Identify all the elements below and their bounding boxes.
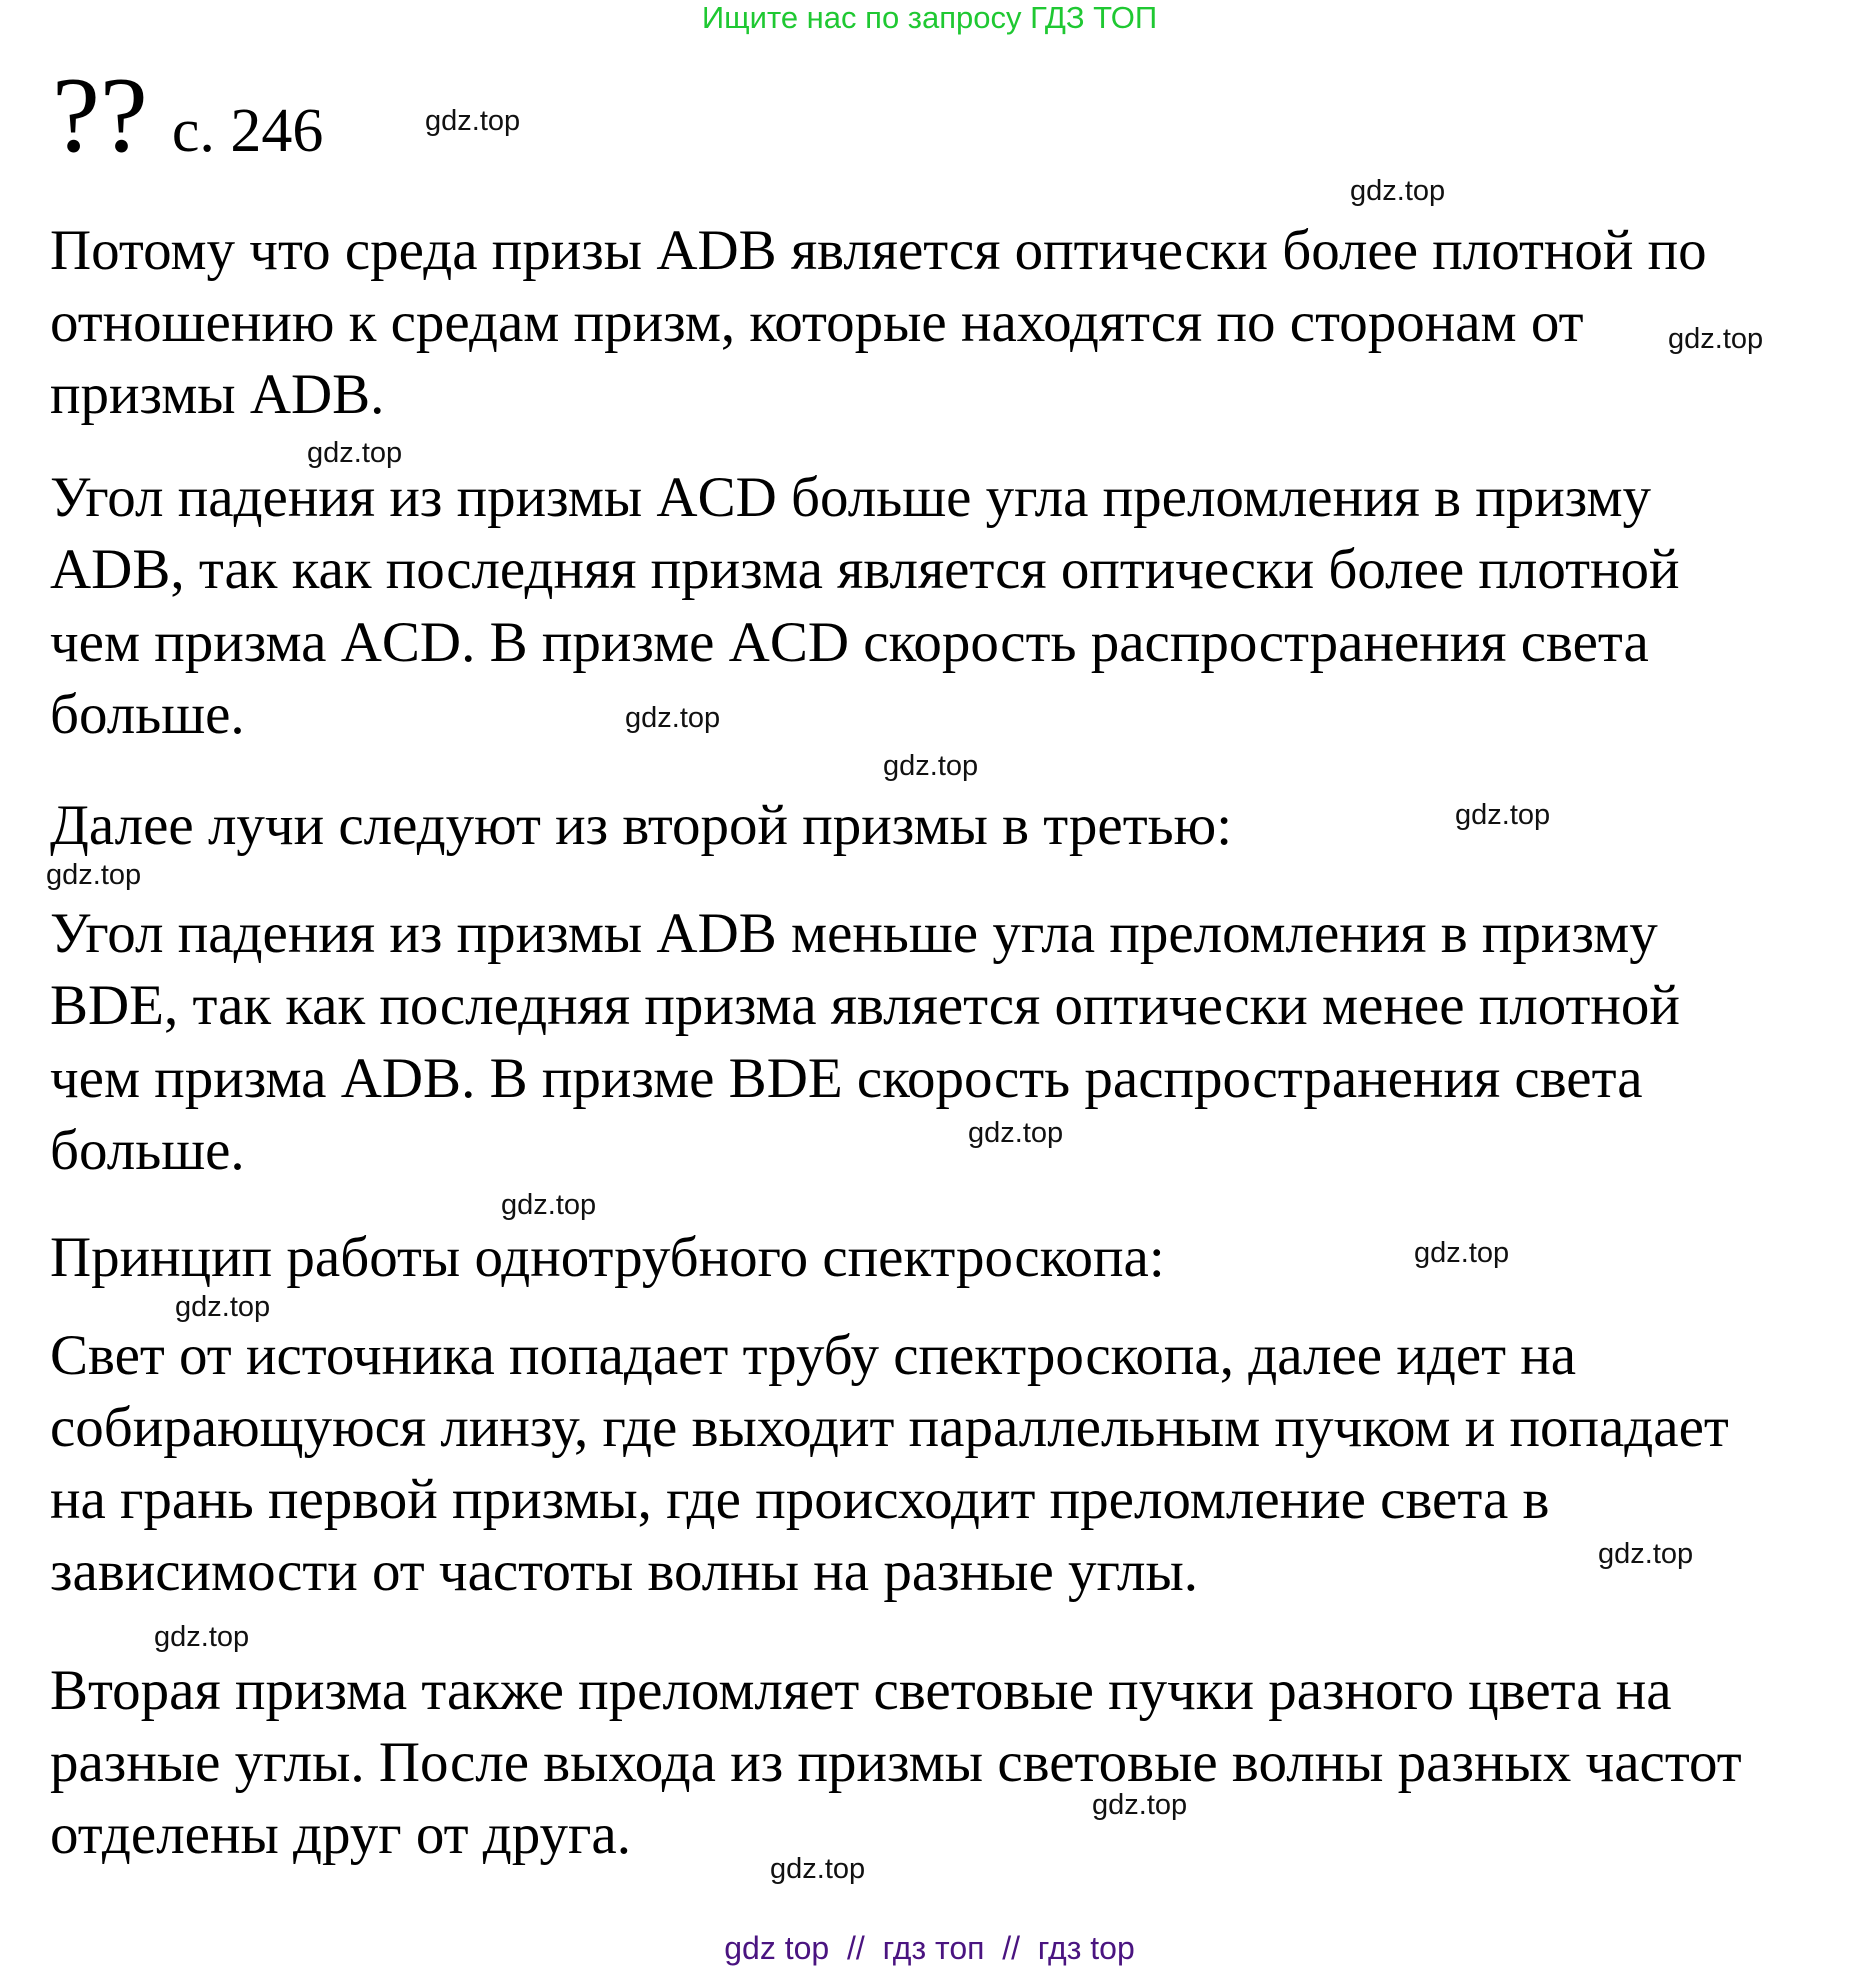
paragraph-4-line-4: больше. [50,1119,245,1182]
question-marks: ?? [52,56,148,175]
paragraph-2-line-3: чем призма ACD. В призме ACD скорость распространения света [50,611,1649,674]
paragraph-2-line-4: больше. [50,683,245,746]
paragraph-6-line-2: собирающуюся линзу, где выходит параллельным пучком и попадает [50,1396,1729,1459]
watermark: gdz.top [1598,1538,1694,1570]
paragraph-4-line-1: Угол падения из призмы ADB меньше угла преломления в призму [50,902,1658,965]
paragraph-2-line-1: Угол падения из призмы ACD больше угла преломления в призму [50,466,1652,529]
watermark: gdz.top [770,1853,866,1885]
paragraph-1-line-1: Потому что среда призы ADB является оптически более плотной по [50,219,1707,282]
search-banner: Ищите нас по запросу ГДЗ ТОП [701,0,1158,35]
paragraph-6-line-3: на грань первой призмы, где происходит преломление света в [50,1468,1550,1531]
watermark: gdz.top [1455,799,1551,831]
paragraph-4-line-2: BDE, так как последняя призма является оптически менее плотной [50,974,1680,1037]
watermark: gdz.top [175,1291,271,1323]
watermark: gdz.top [307,437,403,469]
paragraph-5-line-1: Принцип работы однотрубного спектроскопа: [50,1226,1165,1289]
watermark: gdz.top [425,105,521,137]
watermark: gdz.top [968,1117,1064,1149]
paragraph-2-line-2: ADB, так как последняя призма является оптически более плотной [50,538,1680,601]
paragraph-6-line-1: Свет от источника попадает трубу спектроскопа, далее идет на [50,1324,1577,1387]
watermark: gdz.top [46,859,142,891]
paragraph-6-line-4: зависимости от частоты волны на разные углы. [50,1540,1198,1603]
paragraph-3-line-1: Далее лучи следуют из второй призмы в третью: [50,794,1233,857]
paragraph-4-line-3: чем призма ADB. В призме BDE скорость распространения света [50,1047,1643,1110]
watermark: gdz.top [1668,323,1764,355]
watermark: gdz.top [625,702,721,734]
page-heading [52,56,324,175]
paragraph-7-line-1: Вторая призма также преломляет световые пучки разного цвета на [50,1659,1672,1722]
footer-watermark: gdz top // гдз топ // гдз top [724,1930,1135,1966]
paragraph-7-line-2: разные углы. После выхода из призмы световые волны разных частот [50,1731,1742,1794]
watermark: gdz.top [154,1621,250,1653]
watermark: gdz.top [883,750,979,782]
paragraph-1-line-2: отношению к средам призм, которые находятся по сторонам от [50,291,1584,354]
watermark: gdz.top [1414,1237,1510,1269]
watermark: gdz.top [1350,175,1446,207]
paragraph-7-line-3: отделены друг от друга. [50,1803,631,1866]
watermark: gdz.top [1092,1789,1188,1821]
watermark: gdz.top [501,1189,597,1221]
paragraph-1-line-3: призмы ADB. [50,363,385,426]
page-number: с. 246 [171,97,324,165]
